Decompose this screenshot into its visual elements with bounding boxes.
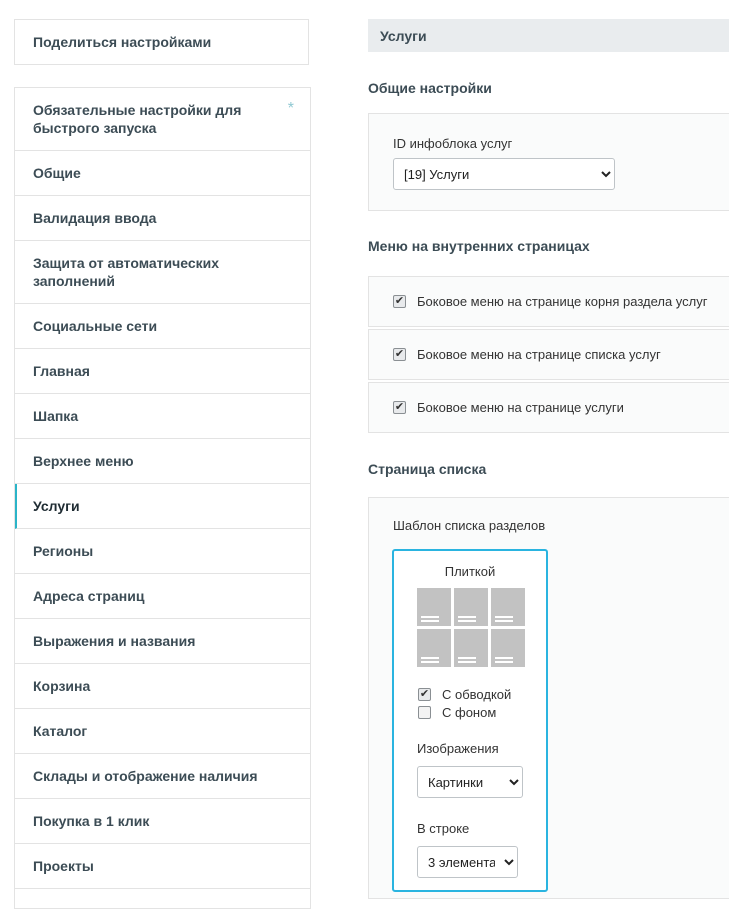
menu-option-detail[interactable] [368,382,729,433]
template-option-tiles[interactable] [392,549,548,892]
required-star-icon: * [287,100,294,117]
checkbox-checked-icon[interactable]: ✔ [394,348,405,360]
menu-item-header[interactable] [15,394,310,439]
menu-item-label: Главная [33,363,90,379]
menu-option-label: Боковое меню на странице корня раздела услуг [417,294,708,309]
menu-item-validation[interactable] [15,196,310,241]
list-page-title: Страница списка [368,461,487,477]
tile-preview [491,629,525,667]
menu-item-antispam[interactable] [15,241,310,304]
menu-item-main[interactable] [15,349,310,394]
background-option[interactable] [418,705,496,720]
menu-item-projects[interactable] [15,844,310,889]
border-option[interactable] [418,687,511,702]
menu-item-label: Верхнее меню [33,453,134,469]
menu-item-label: Обязательные настройки для быстрого запуска [33,102,242,136]
menu-item-label: Валидация ввода [33,210,157,226]
tiles-preview-icon [417,588,525,667]
menu-item-one-click[interactable] [15,799,310,844]
menu-item-label: Услуги [33,498,80,514]
menu-item-required[interactable] [15,88,310,151]
checkbox-checked-icon[interactable]: ✔ [419,688,430,700]
tile-preview [454,629,488,667]
menu-item-label: Проекты [33,858,94,874]
menu-option-label: Боковое меню на странице списка услуг [417,347,661,362]
template-label: Шаблон списка разделов [393,518,546,533]
menu-item-phrases[interactable] [15,619,310,664]
menu-item-label: Социальные сети [33,318,158,334]
menu-option-list[interactable] [368,329,729,380]
menu-item-more[interactable] [15,889,310,909]
tile-preview [491,588,525,626]
menu-item-label: Склады и отображение наличия [33,768,258,784]
menu-item-label: Каталог [33,723,88,739]
menu-item-cart[interactable] [15,664,310,709]
menu-item-top-menu[interactable] [15,439,310,484]
menu-item-label: Корзина [33,678,91,694]
menu-item-social[interactable] [15,304,310,349]
menu-item-general[interactable] [15,151,310,196]
tile-preview [454,588,488,626]
menu-item-catalog[interactable] [15,709,310,754]
inner-menu-title: Меню на внутренних страницах [368,238,590,254]
checkbox-checked-icon[interactable]: ✔ [394,401,405,413]
share-settings-button[interactable] [14,19,309,65]
menu-item-stores[interactable] [15,754,310,799]
share-settings-label: Поделиться настройками [33,34,212,50]
general-settings-title: Общие настройки [368,80,492,96]
tile-preview [417,588,451,626]
background-option-label: С фоном [442,705,497,720]
iblock-select[interactable] [393,158,615,190]
menu-item-page-urls[interactable] [15,574,310,619]
tile-preview [417,629,451,667]
menu-item-services[interactable] [15,484,310,529]
menu-item-label: Регионы [33,543,94,559]
checkbox-checked-icon[interactable]: ✔ [394,295,405,307]
per-row-label: В строке [417,821,470,836]
menu-item-label: Выражения и названия [33,633,196,649]
template-title: Плиткой [444,564,496,579]
menu-option-label: Боковое меню на странице услуги [417,400,624,415]
images-select[interactable] [417,766,523,798]
menu-item-label: Защита от автоматических заполнений [33,255,220,289]
iblock-panel [368,113,729,211]
images-label: Изображения [417,741,499,756]
checkbox-unchecked-icon[interactable] [418,706,431,719]
section-header [368,19,729,52]
iblock-label: ID инфоблока услуг [393,136,513,151]
menu-item-regions[interactable] [15,529,310,574]
menu-item-label: Адреса страниц [33,588,145,604]
section-header-title: Услуги [380,27,427,44]
menu-option-root[interactable] [368,276,729,327]
per-row-select[interactable] [417,846,518,878]
menu-item-label: Шапка [33,408,79,424]
menu-item-label: Покупка в 1 клик [33,813,150,829]
menu-item-label: Общие [33,165,81,181]
border-option-label: С обводкой [442,687,512,702]
settings-menu [14,87,311,909]
